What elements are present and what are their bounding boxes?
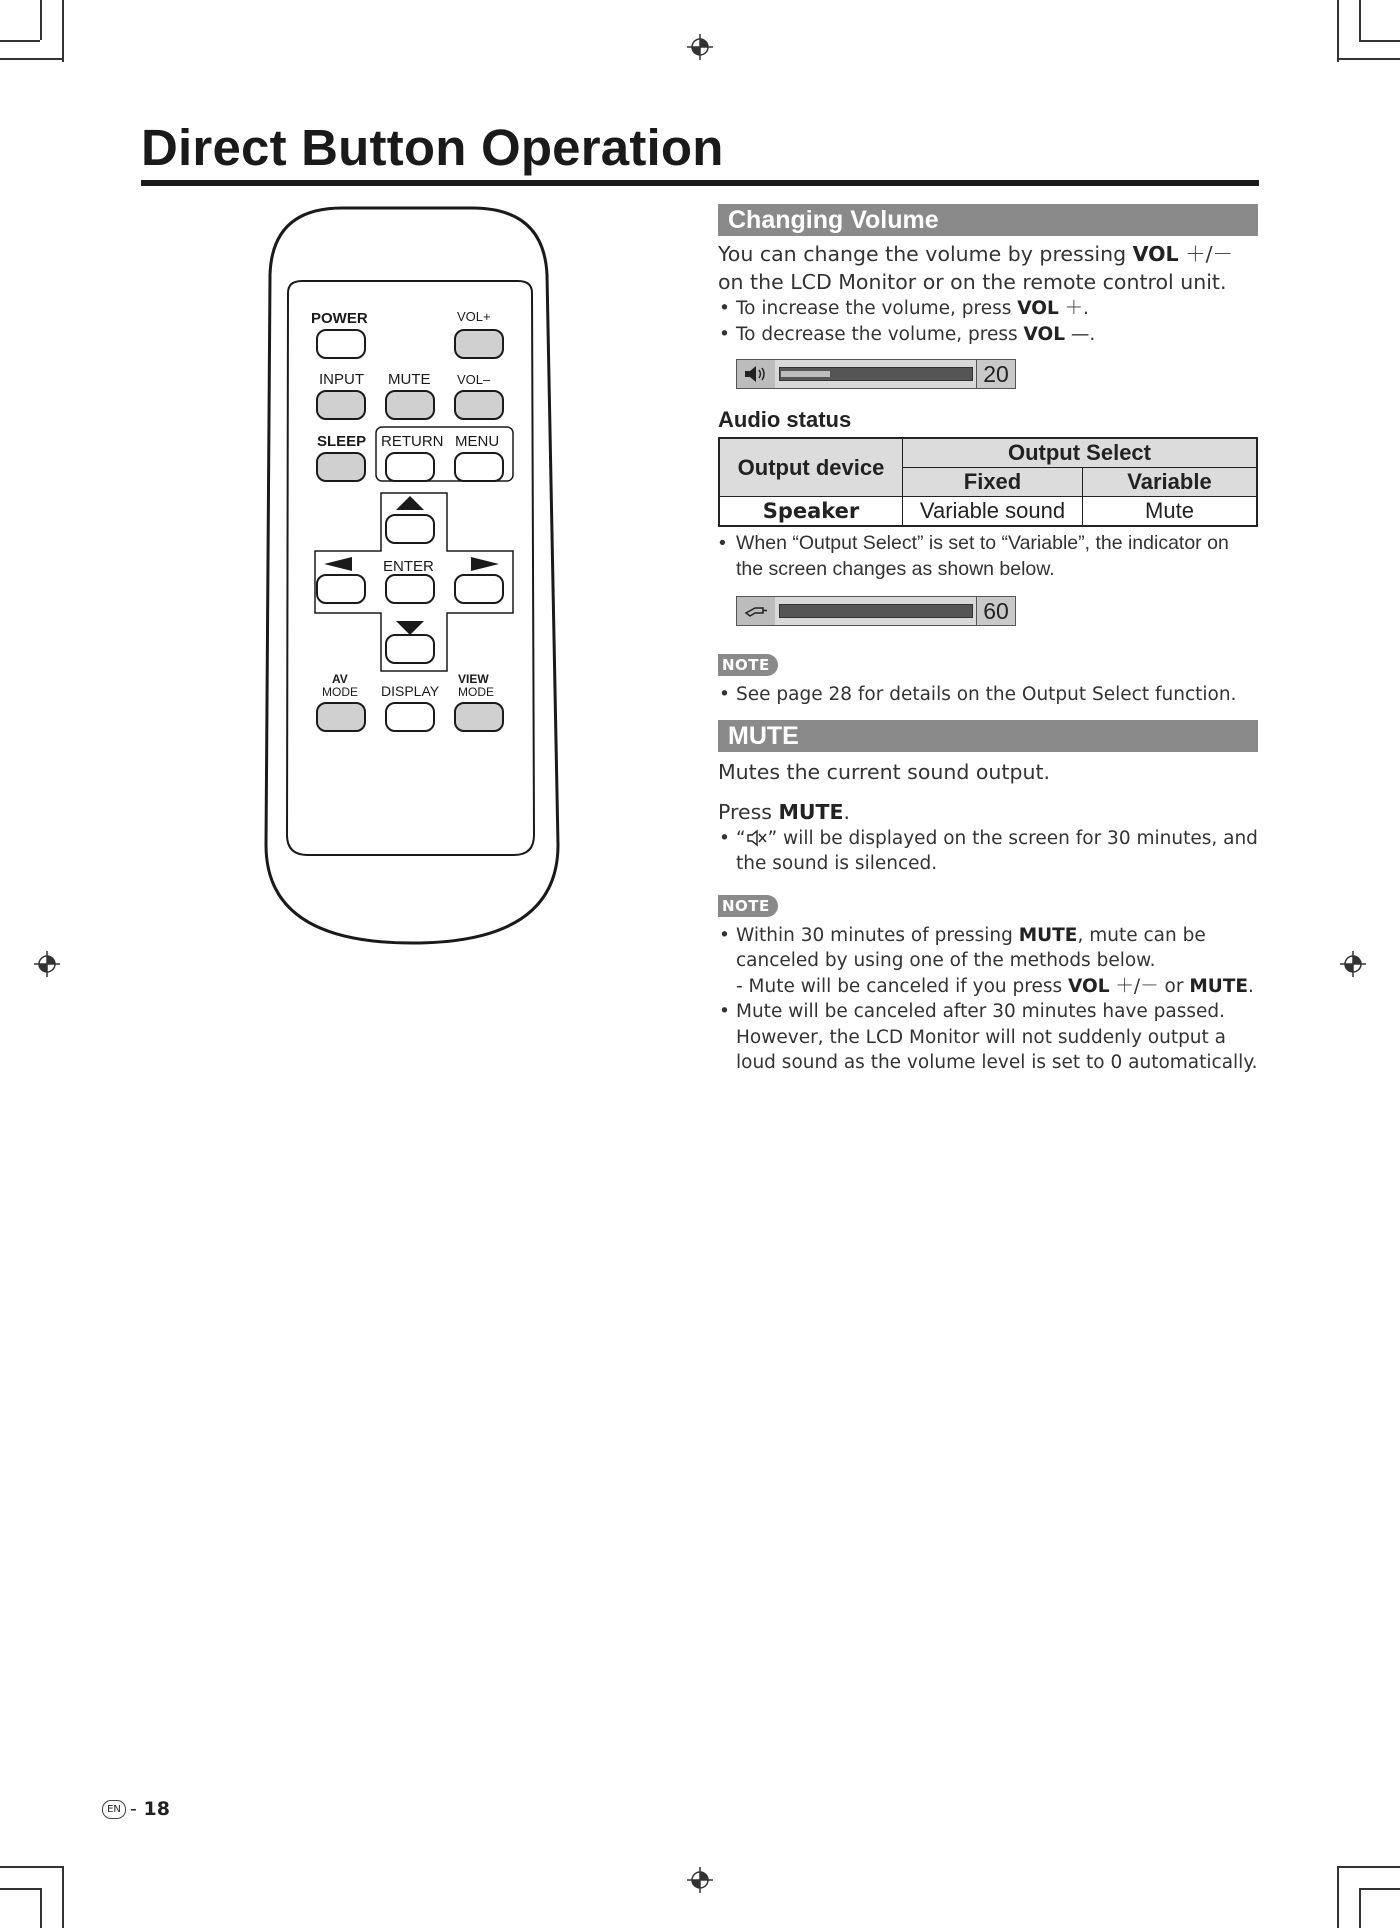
registration-mark-left-icon bbox=[34, 951, 60, 977]
left-button bbox=[317, 575, 365, 603]
language-badge: EN bbox=[102, 1800, 126, 1819]
variable-osd-indicator bbox=[736, 596, 1016, 626]
av-mode-label-2: MODE bbox=[322, 685, 358, 699]
variable-osd-track bbox=[779, 604, 973, 618]
registration-mark-bottom-icon bbox=[687, 1867, 713, 1893]
line-out-icon bbox=[737, 597, 775, 625]
return-button bbox=[386, 453, 434, 481]
variable-indicator-note: • When “Output Select” is set to “Variable”, the indicator on the screen changes as shown below. bbox=[718, 531, 1258, 582]
content-column bbox=[718, 204, 1258, 1076]
table-cell-fixed: Variable sound bbox=[903, 497, 1083, 527]
note-block-volume bbox=[718, 654, 1258, 676]
audio-status-table bbox=[718, 437, 1258, 527]
mute-button bbox=[386, 391, 434, 419]
volume-intro: You can change the volume by pressing VOL ＋/－ on the LCD Monitor or on the remote control unit. bbox=[718, 242, 1234, 294]
table-header-variable: Variable bbox=[1083, 468, 1258, 497]
volume-bullet-increase: • To increase the volume, press VOL ＋. bbox=[718, 296, 1258, 322]
footer-separator: - bbox=[130, 1798, 137, 1820]
return-label: RETURN bbox=[381, 433, 444, 450]
volume-osd-track bbox=[779, 367, 973, 381]
variable-osd-value: 60 bbox=[976, 597, 1015, 625]
mute-note-cancel-methods: • Within 30 minutes of pressing MUTE, mute can be canceled by using one of the methods below. bbox=[718, 923, 1258, 974]
volume-osd-indicator bbox=[736, 359, 1016, 389]
display-button bbox=[386, 703, 434, 731]
volume-bullet-decrease: • To decrease the volume, press VOL —. bbox=[718, 322, 1258, 348]
title-rule bbox=[141, 180, 1259, 186]
table-header-fixed: Fixed bbox=[903, 468, 1083, 497]
up-button bbox=[386, 515, 434, 543]
note-block-mute bbox=[718, 895, 1258, 917]
note-badge: NOTE bbox=[718, 654, 778, 676]
mute-label: MUTE bbox=[388, 371, 431, 388]
audio-status-heading: Audio status bbox=[718, 407, 852, 432]
page-title: Direct Button Operation bbox=[141, 119, 724, 176]
table-cell-speaker: Speaker bbox=[719, 497, 903, 527]
speaker-icon bbox=[737, 360, 775, 388]
remote-control-illustration bbox=[262, 205, 562, 945]
vol-plus-label: VOL+ bbox=[457, 309, 491, 324]
display-label: DISPLAY bbox=[381, 683, 440, 699]
power-label: POWER bbox=[311, 310, 368, 327]
input-button bbox=[317, 391, 365, 419]
section-heading-mute: MUTE bbox=[718, 720, 1258, 752]
av-mode-label-1: AV bbox=[332, 672, 348, 686]
input-label: INPUT bbox=[319, 371, 364, 388]
mute-icon bbox=[746, 829, 768, 847]
mute-bullet-display: • “ ” will be displayed on the screen for 30 minutes, and the sound is silenced. bbox=[718, 826, 1258, 877]
power-button bbox=[317, 330, 365, 358]
mute-press-instruction: Press MUTE. bbox=[718, 799, 851, 824]
vol-plus-button bbox=[455, 330, 503, 358]
enter-button bbox=[386, 575, 434, 603]
mute-note-auto-cancel: • Mute will be canceled after 30 minutes have passed. However, the LCD Monitor will not suddenly output a loud sound as the volume level is set to 0 automatically. bbox=[718, 999, 1258, 1076]
enter-label: ENTER bbox=[383, 558, 434, 575]
volume-osd-fill bbox=[781, 371, 830, 377]
table-header-output-select: Output Select bbox=[903, 438, 1258, 468]
page-footer bbox=[102, 1798, 170, 1820]
view-mode-label-1: VIEW bbox=[458, 672, 489, 686]
view-mode-button bbox=[455, 703, 503, 731]
menu-label: MENU bbox=[455, 433, 500, 450]
registration-mark-top-icon bbox=[687, 34, 713, 60]
mute-description: Mutes the current sound output. bbox=[718, 759, 1051, 784]
section-heading-changing-volume: Changing Volume bbox=[718, 204, 1258, 236]
right-button bbox=[455, 575, 503, 603]
page-number: 18 bbox=[143, 1798, 170, 1820]
vol-minus-button bbox=[455, 391, 503, 419]
down-button bbox=[386, 635, 434, 663]
note-badge: NOTE bbox=[718, 895, 778, 917]
table-header-output-device: Output device bbox=[719, 438, 903, 497]
menu-button bbox=[455, 453, 503, 481]
registration-mark-right-icon bbox=[1340, 951, 1366, 977]
table-cell-variable: Mute bbox=[1083, 497, 1258, 527]
note-output-select: • See page 28 for details on the Output Select function. bbox=[718, 682, 1258, 708]
av-mode-button bbox=[317, 703, 365, 731]
view-mode-label-2: MODE bbox=[458, 685, 494, 699]
volume-osd-value: 20 bbox=[976, 360, 1015, 388]
mute-note-cancel-dash: - Mute will be canceled if you press VOL ＋/－ or MUTE. bbox=[736, 975, 1254, 997]
vol-minus-label: VOL– bbox=[457, 372, 491, 387]
sleep-label: SLEEP bbox=[317, 433, 367, 450]
sleep-button bbox=[317, 453, 365, 481]
